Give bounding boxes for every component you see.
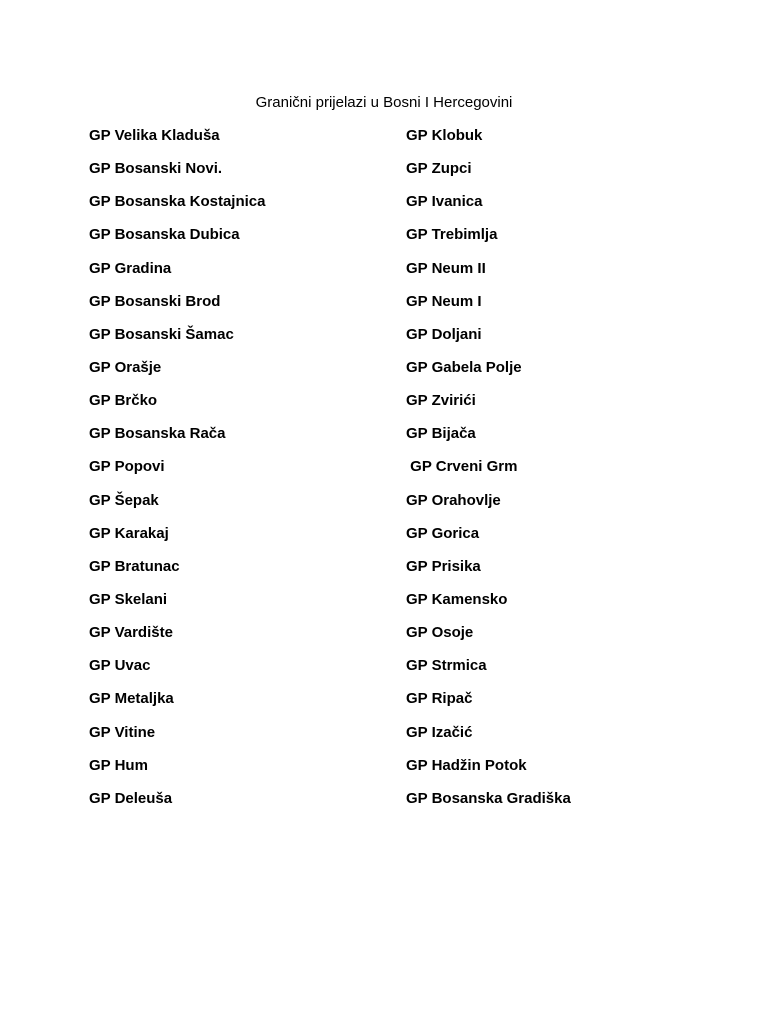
list-item: GP Izačić: [406, 723, 473, 741]
list-item: GP Bosanski Novi.: [89, 160, 223, 178]
list-item: GP Šepak: [89, 491, 159, 509]
list-item: GP Hadžin Potok: [406, 756, 527, 774]
list-item: GP Strmica: [406, 657, 487, 675]
list-item: GP Crveni Grm: [406, 458, 518, 476]
list-item: GP Gorica: [406, 524, 480, 542]
list-item: GP Bosanski Šamac: [89, 325, 234, 343]
list-item: GP Zupci: [406, 160, 472, 178]
list-item: GP Skelani: [89, 590, 168, 608]
list-item: GP Doljani: [406, 325, 482, 343]
right-crossings-list: [406, 125, 726, 821]
list-item: GP Vitine: [89, 723, 156, 741]
list-item: GP Bosanska Dubica: [89, 226, 240, 244]
list-item: GP Bosanska Gradiška: [406, 789, 571, 807]
list-item: GP Vardište: [89, 624, 173, 642]
list-item: GP Ivanica: [406, 193, 483, 211]
list-item: GP Orahovlje: [406, 491, 501, 509]
list-item: GP Osoje: [406, 624, 474, 642]
list-item: GP Bratunac: [89, 557, 180, 575]
list-item: GP Uvac: [89, 657, 151, 675]
list-item: GP Bosanska Kostajnica: [89, 193, 266, 211]
list-item: GP Karakaj: [89, 524, 169, 542]
list-item: GP Hum: [89, 756, 148, 774]
list-item: GP Prisika: [406, 557, 481, 575]
list-item: GP Bijača: [406, 425, 476, 443]
list-item: GP Brčko: [89, 392, 158, 410]
list-item: GP Orašje: [89, 358, 162, 376]
list-item: GP Zvirići: [406, 392, 476, 410]
list-item: GP Gabela Polje: [406, 358, 522, 376]
list-item: GP Klobuk: [406, 127, 483, 144]
list-item: GP Velika Kladuša: [89, 127, 220, 144]
list-item: GP Kamensko: [406, 590, 508, 608]
list-item: GP Neum I: [406, 292, 482, 310]
list-item: GP Trebimlja: [406, 226, 498, 244]
document-title: Granični prijelazi u Bosni I Hercegovini: [255, 94, 513, 111]
list-item: GP Popovi: [89, 458, 165, 476]
list-item: GP Neum II: [406, 259, 486, 277]
list-item: GP Metaljka: [89, 690, 174, 708]
list-item: GP Bosanski Brod: [89, 292, 221, 310]
list-item: GP Gradina: [89, 259, 172, 277]
list-item: GP Deleuša: [89, 789, 173, 807]
list-item: GP Ripač: [406, 690, 473, 708]
left-crossings-list: [89, 125, 389, 821]
list-item: GP Bosanska Rača: [89, 425, 226, 443]
